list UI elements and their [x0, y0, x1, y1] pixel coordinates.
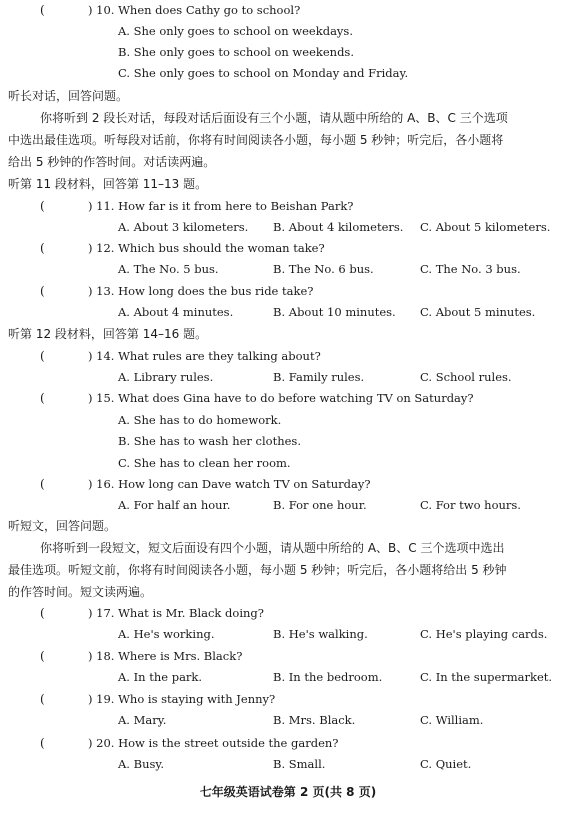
question-stem: ) 15. What does Gina have to do before watching TV on Saturday? [88, 391, 474, 405]
answer-paren: ( [40, 692, 45, 706]
answer-paren: ( [40, 3, 45, 17]
question-stem: ) 11. How far is it from here to Beishan Park? [88, 199, 354, 213]
answer-paren: ( [40, 477, 45, 491]
option-b: B. She has to wash her clothes. [118, 434, 301, 448]
option-a: A. She only goes to school on weekdays. [118, 24, 353, 38]
option-b: B. About 4 kilometers. [273, 220, 404, 234]
option-a: A. About 3 kilometers. [118, 220, 249, 234]
question-stem: ) 16. How long can Dave watch TV on Saturday? [88, 477, 371, 491]
instruction-line: 中选出最佳选项。听每段对话前，你将有时间阅读各小题，每小题 5 秒钟；听完后，各小题将 [8, 133, 504, 147]
option-c: C. In the supermarket. [420, 670, 553, 684]
option-c: C. Quiet. [420, 757, 472, 771]
option-c: C. About 5 kilometers. [420, 220, 551, 234]
option-a: A. He's working. [118, 627, 215, 641]
answer-paren: ( [40, 606, 45, 620]
instruction-line: 最佳选项。听短文前，你将有时间阅读各小题，每小题 5 秒钟；听完后，各小题将给出 5 秒钟 [8, 563, 507, 577]
option-c: C. About 5 minutes. [420, 305, 536, 319]
option-c: C. The No. 3 bus. [420, 262, 521, 276]
question-stem: ) 18. Where is Mrs. Black? [88, 649, 243, 663]
material-heading: 听第 11 段材料，回答第 11–13 题。 [8, 177, 208, 191]
question-stem: ) 20. How is the street outside the garden? [88, 736, 339, 750]
section-heading: 听长对话，回答问题。 [8, 89, 129, 103]
option-c: C. School rules. [420, 370, 512, 384]
question-stem: ) 19. Who is staying with Jenny? [88, 692, 276, 706]
instruction-line: 你将听到一段短文，短文后面设有四个小题，请从题中所给的 A、B、C 三个选项中选出 [40, 541, 505, 555]
option-a: A. She has to do homework. [118, 413, 282, 427]
question-stem: ) 14. What rules are they talking about? [88, 349, 321, 363]
option-b: B. Family rules. [273, 370, 365, 384]
question-stem: ) 12. Which bus should the woman take? [88, 241, 325, 255]
option-b: B. In the bedroom. [273, 670, 383, 684]
option-c: C. For two hours. [420, 498, 521, 512]
question-stem: ) 17. What is Mr. Black doing? [88, 606, 264, 620]
option-a: A. In the park. [118, 670, 203, 684]
question-stem: ) 10. When does Cathy go to school? [88, 3, 301, 17]
option-b: B. Small. [273, 757, 326, 771]
answer-paren: ( [40, 241, 45, 255]
option-b: B. He's walking. [273, 627, 368, 641]
question-stem: ) 13. How long does the bus ride take? [88, 284, 314, 298]
answer-paren: ( [40, 736, 45, 750]
option-b: B. She only goes to school on weekends. [118, 45, 354, 59]
answer-paren: ( [40, 649, 45, 663]
page-footer: 七年级英语试卷第 2 页(共 8 页) [199, 785, 377, 799]
option-a: A. Busy. [118, 757, 164, 771]
option-a: A. For half an hour. [118, 498, 231, 512]
answer-paren: ( [40, 349, 45, 363]
option-b: B. About 10 minutes. [273, 305, 396, 319]
option-c: C. She only goes to school on Monday and Friday. [118, 66, 409, 80]
option-c: C. He's playing cards. [420, 627, 548, 641]
answer-paren: ( [40, 391, 45, 405]
option-c: C. She has to clean her room. [118, 456, 291, 470]
answer-paren: ( [40, 199, 45, 213]
option-b: B. For one hour. [273, 498, 367, 512]
option-a: A. Mary. [118, 713, 167, 727]
answer-paren: ( [40, 284, 45, 298]
section-heading: 听短文，回答问题。 [8, 519, 117, 533]
instruction-line: 给出 5 秒钟的作答时间。对话读两遍。 [8, 155, 216, 169]
option-b: B. The No. 6 bus. [273, 262, 374, 276]
option-a: A. Library rules. [118, 370, 214, 384]
instruction-line: 的作答时间。短文读两遍。 [8, 585, 153, 599]
option-b: B. Mrs. Black. [273, 713, 356, 727]
option-a: A. About 4 minutes. [118, 305, 234, 319]
option-c: C. William. [420, 713, 484, 727]
instruction-line: 你将听到 2 段长对话，每段对话后面设有三个小题，请从题中所给的 A、B、C 三个选项 [40, 111, 508, 125]
material-heading: 听第 12 段材料，回答第 14–16 题。 [8, 327, 208, 341]
option-a: A. The No. 5 bus. [118, 262, 219, 276]
